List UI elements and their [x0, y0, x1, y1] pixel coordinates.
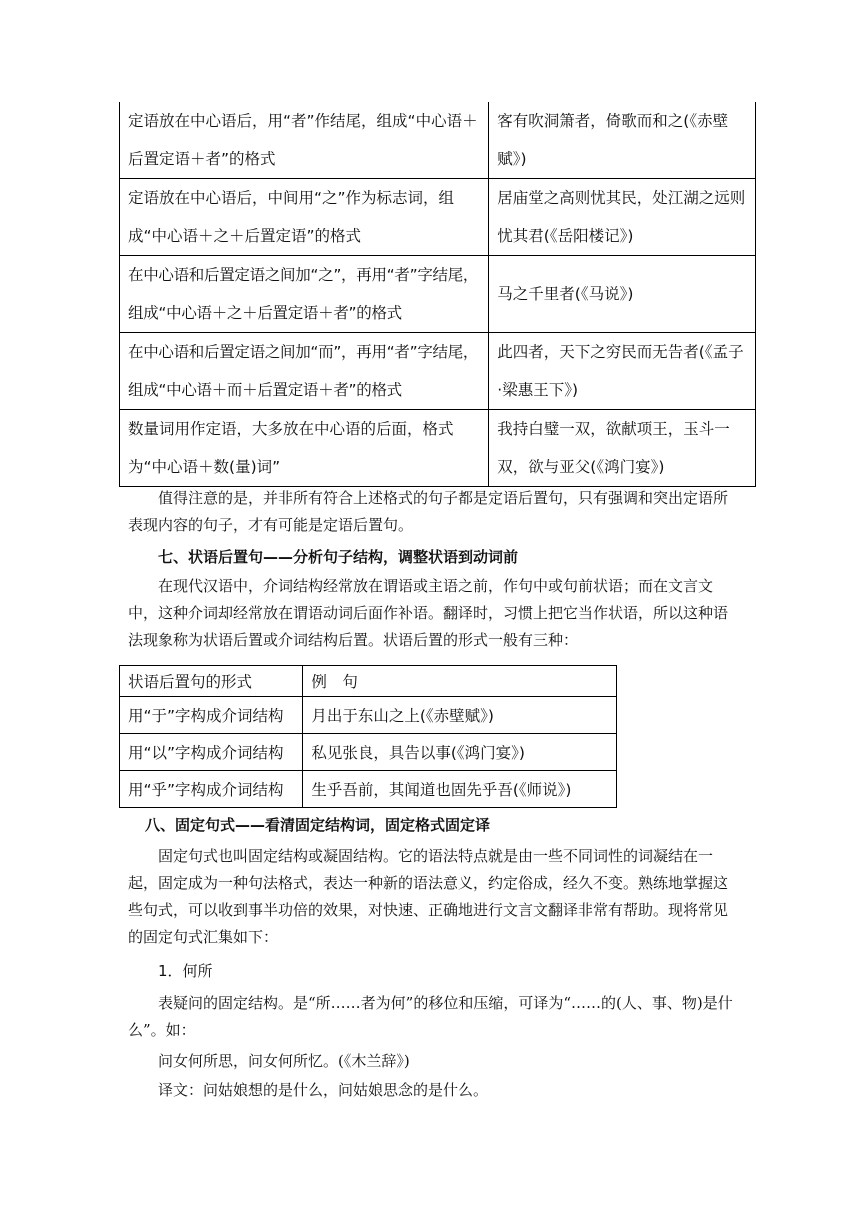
- example-cell: 居庙堂之高则忧其民，处江湖之远则忧其君(《岳阳楼记》): [489, 179, 756, 256]
- table-row: [120, 734, 617, 771]
- postposed-attributive-table: [119, 102, 756, 487]
- example-cell: 我持白璧一双，欲献项王，玉斗一双，欲与亚父(《鸿门宴》): [489, 410, 756, 487]
- example-cell: 私见张良，具告以事(《鸿门宴》): [303, 734, 617, 771]
- table-row: [120, 256, 756, 333]
- intro-paragraph: 在现代汉语中，介词结构经常放在谓语或主语之前，作句中或句前状语；而在文言文中，这种介词却经常放在谓语动词后面作补语。翻译时，习惯上把它当作状语，所以这种语法现象称为状语后置或介词结构后置。状语后置的形式一般有三种：: [128, 577, 729, 649]
- item-description: 表疑问的固定结构。是“所……者为何”的移位和压缩，可译为“……的(人、事、物)是什么”。如：: [128, 994, 733, 1039]
- table-header-row: [120, 666, 617, 697]
- example-cell: 马之千里者(《马说》): [489, 256, 756, 333]
- form-cell: 在中心语和后置定语之间加“而”，再用“者”字结尾，组成“中心语＋而＋后置定语＋者”的格式: [120, 333, 489, 410]
- form-cell: 用“于”字构成介词结构: [120, 697, 303, 734]
- example-cell: 生乎吾前，其闻道也固先乎吾(《师说》): [303, 771, 617, 808]
- item-title: 1．何所: [158, 962, 213, 980]
- table-row: [120, 333, 756, 410]
- form-cell: 在中心语和后置定语之间加“之”，再用“者”字结尾，组成“中心语＋之＋后置定语＋者”的格式: [120, 256, 489, 333]
- example-sentence: 问女何所思，问女何所忆。(《木兰辞》): [158, 1052, 410, 1070]
- form-cell: 用“以”字构成介词结构: [120, 734, 303, 771]
- example-cell: 客有吹洞箫者，倚歌而和之(《赤壁赋》): [489, 102, 756, 179]
- form-cell: 定语放在中心语后，用“者”作结尾，组成“中心语＋后置定语＋者”的格式: [120, 102, 489, 179]
- postposed-adverbial-table: [119, 665, 617, 808]
- column-header: 状语后置句的形式: [120, 666, 303, 697]
- intro-paragraph: 固定句式也叫固定结构或凝固结构。它的语法特点就是由一些不同词性的词凝结在一起，固定成为一种句法格式，表达一种新的语法意义，约定俗成，经久不变。熟练地掌握这些句式，可以收到事半功倍的效果，对快速、正确地进行文言文翻译非常有帮助。现将常见的固定句式汇集如下：: [128, 847, 729, 946]
- table-row: [120, 410, 756, 487]
- example-cell: 月出于东山之上(《赤壁赋》): [303, 697, 617, 734]
- form-cell: 用“乎”字构成介词结构: [120, 771, 303, 808]
- translation: 译文：问姑娘想的是什么，问姑娘思念的是什么。: [158, 1081, 489, 1099]
- note-paragraph: 值得注意的是，并非所有符合上述格式的句子都是定语后置句，只有强调和突出定语所表现内容的句子，才有可能是定语后置句。: [128, 489, 729, 534]
- form-cell: 定语放在中心语后，中间用“之”作为标志词，组成“中心语＋之＋后置定语”的格式: [120, 179, 489, 256]
- form-cell: 数量词用作定语，大多放在中心语的后面，格式为“中心语＋数(量)词”: [120, 410, 489, 487]
- section-heading: 八、固定句式——看清固定结构词，固定格式固定译: [145, 816, 491, 834]
- table-row: [120, 771, 617, 808]
- section-heading: 七、状语后置句——分析句子结构，调整状语到动词前: [158, 548, 519, 566]
- table-row: [120, 179, 756, 256]
- column-header: 例 句: [303, 666, 617, 697]
- example-cell: 此四者，天下之穷民而无告者(《孟子·梁惠王下》): [489, 333, 756, 410]
- table-row: [120, 697, 617, 734]
- table-row: [120, 102, 756, 179]
